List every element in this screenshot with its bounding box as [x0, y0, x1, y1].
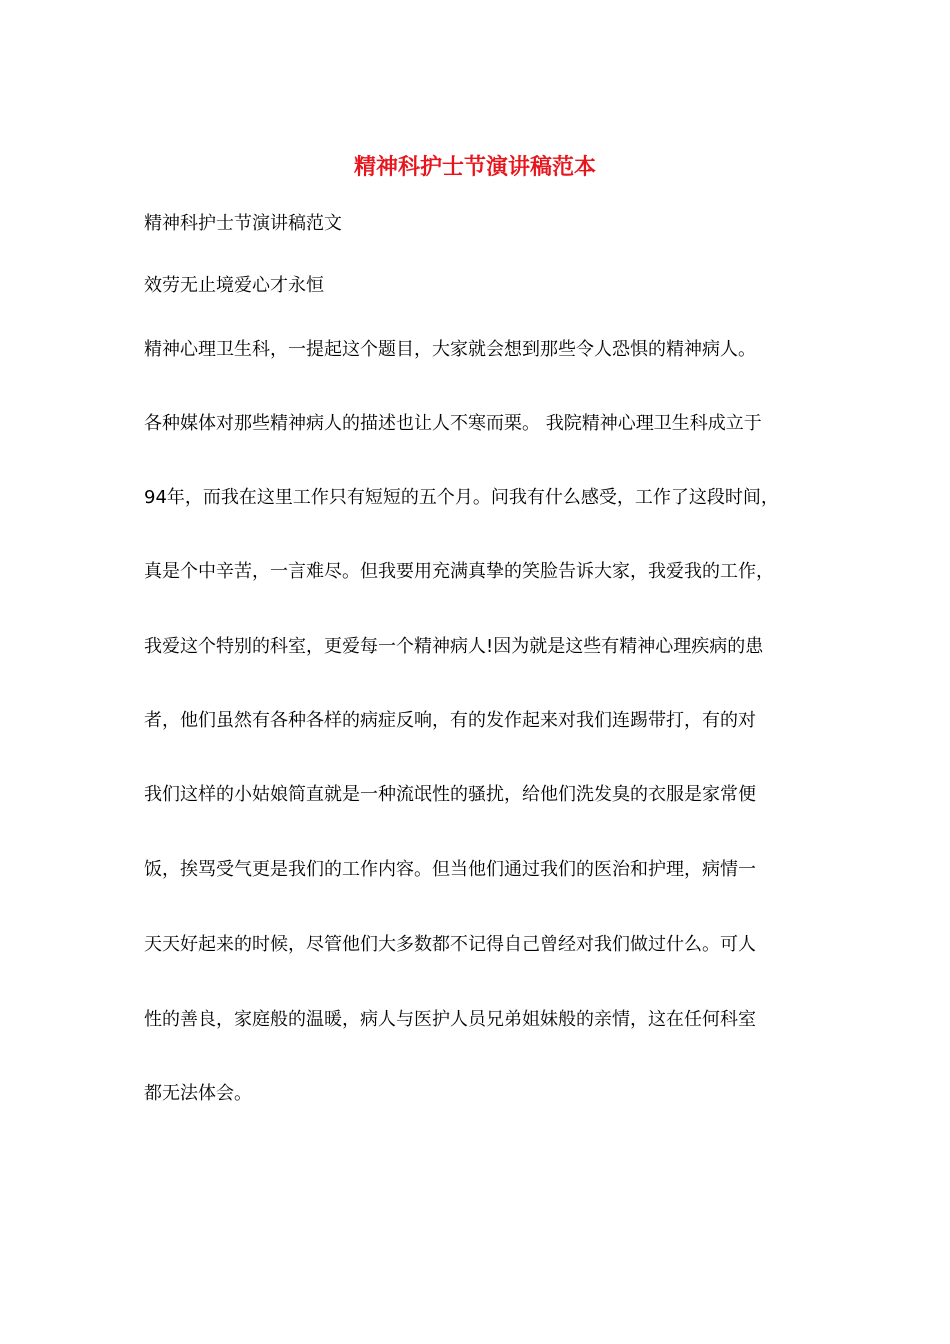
paragraph-line: 我们这样的小姑娘简直就是一种流氓性的骚扰，给他们洗发臭的衣服是家常便	[144, 784, 756, 805]
paragraph-line: 94年，而我在这里工作只有短短的五个月。问我有什么感受，工作了这段时间，	[144, 487, 779, 508]
paragraph-line: 性的善良，家庭般的温暖，病人与医护人员兄弟姐妹般的亲情，这在任何科室	[144, 1009, 756, 1030]
paragraph-line: 者，他们虽然有各种各样的病症反响，有的发作起来对我们连踢带打，有的对	[144, 710, 756, 731]
paragraph-line: 我爱这个特别的科室，更爱每一个精神病人!因为就是这些有精神心理疾病的患	[144, 636, 764, 657]
paragraph-line: 天天好起来的时候，尽管他们大多数都不记得自己曾经对我们做过什么。可人	[144, 934, 756, 955]
document-motto: 效劳无止境爱心才永恒	[144, 275, 324, 296]
paragraph-line: 各种媒体对那些精神病人的描述也让人不寒而栗。 我院精神心理卫生科成立于	[144, 413, 762, 434]
document-title: 精神科护士节演讲稿范本	[353, 154, 596, 180]
paragraph-line: 饭，挨骂受气更是我们的工作内容。但当他们通过我们的医治和护理，病情一	[144, 859, 756, 880]
paragraph-line: 真是个中辛苦，一言难尽。但我要用充满真挚的笑脸告诉大家，我爱我的工作，	[144, 561, 774, 582]
paragraph-line: 都无法体会。	[144, 1083, 252, 1104]
document-subtitle: 精神科护士节演讲稿范文	[144, 213, 342, 234]
paragraph-line: 精神心理卫生科，一提起这个题目，大家就会想到那些令人恐惧的精神病人。	[144, 339, 756, 360]
